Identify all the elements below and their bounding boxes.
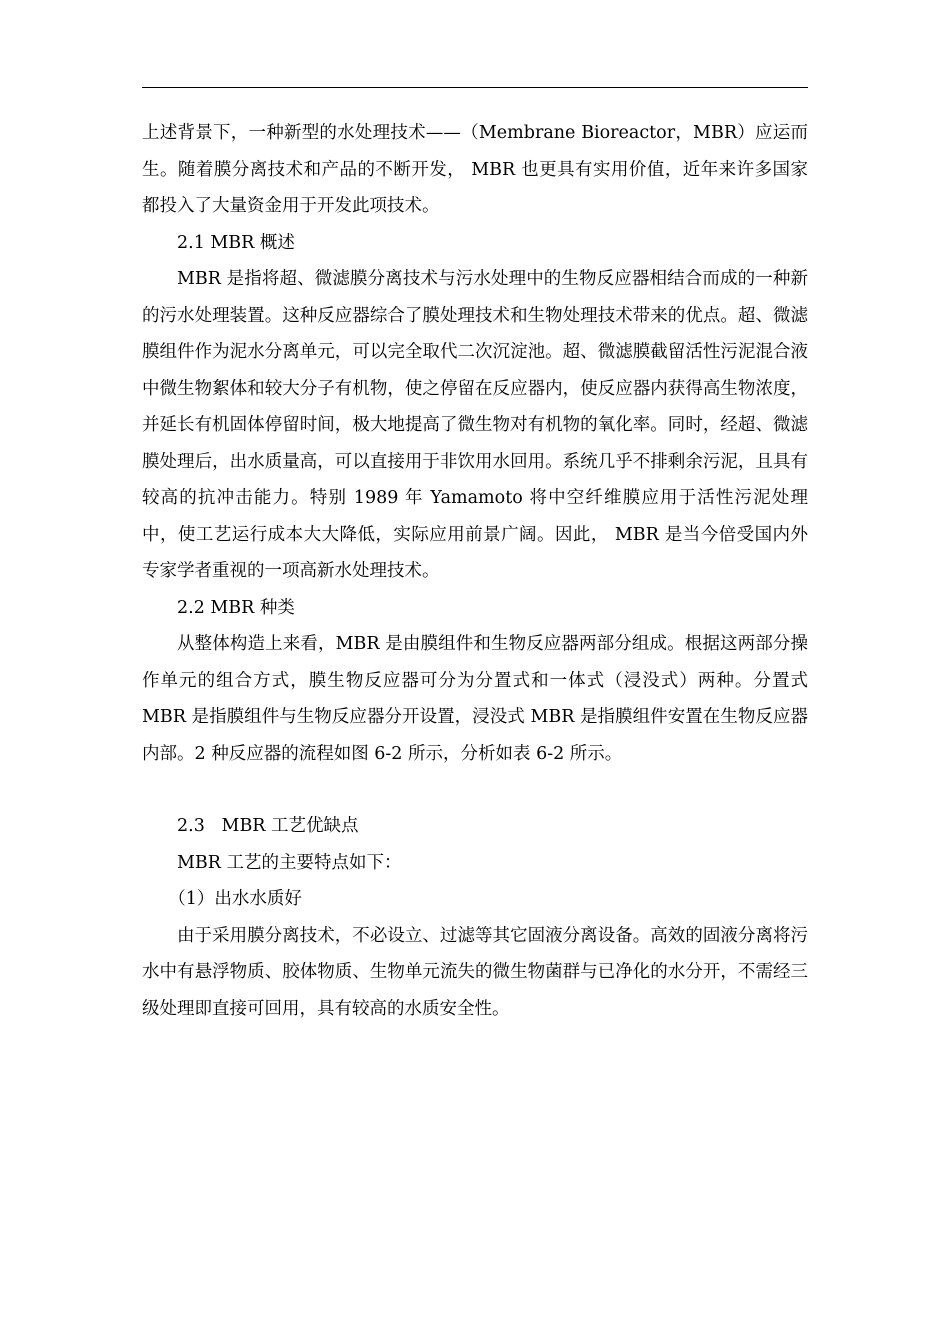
header-rule [142, 87, 808, 88]
features-intro: MBR 工艺的主要特点如下： [177, 852, 402, 873]
section-2-2-heading: 2.2 MBR 种类 [177, 597, 295, 618]
blank-line [142, 772, 808, 808]
section-2-2-paragraph: 从整体构造上来看，MBR 是由膜组件和生物反应器两部分组成。根据这两部分操作单元的组合方式，膜生物反应器可分为分置式和一体式（浸没式）两种。分置式 MBR 是指膜组件与生物反应器分开设置，浸没式 MBR 是指膜组件安置在生物反应器内部。2 种反应器的流程如图 6-2 所示，分析如表 6-2 所示。 [142, 634, 808, 764]
section-2-1-heading: 2.1 MBR 概述 [177, 232, 295, 253]
document-body [142, 115, 808, 1027]
section-2-1-paragraph: MBR 是指将超、微滤膜分离技术与污水处理中的生物反应器相结合而成的一种新的污水处理装置。这种反应器综合了膜处理技术和生物处理技术带来的优点。超、微滤膜组件作为泥水分离单元，可以完全取代二次沉淀池。超、微滤膜截留活性污泥混合液中微生物絮体和较大分子有机物，使之停留在反应器内，使反应器内获得高生物浓度，并延长有机固体停留时间，极大地提高了微生物对有机物的氧化率。同时，经超、微滤膜处理后，出水质量高，可以直接用于非饮用水回用。系统几乎不排剩余污泥，且具有较高的抗冲击能力。特别 1989 年 Yamamoto 将中空纤维膜应用于活性污泥处理中，使工艺运行成本大大降低，实际应用前景广阔。因此， MBR 是当今倍受国内外专家学者重视的一项高新水处理技术。 [142, 269, 808, 581]
feature-1-paragraph: 由于采用膜分离技术，不必设立、过滤等其它固液分离设备。高效的固液分离将污水中有悬浮物质、胶体物质、生物单元流失的微生物菌群与已净化的水分开，不需经三级处理即直接可回用，具有较高的水质安全性。 [142, 925, 808, 1019]
feature-1-heading: （1）出水水质好 [168, 889, 302, 909]
intro-paragraph: 上述背景下，一种新型的水处理技术——（Membrane Bioreactor，MBR）应运而生。随着膜分离技术和产品的不断开发， MBR 也更具有实用价值，近年来许多国家都投入了大量资金用于开发此项技术。 [142, 123, 808, 216]
section-2-3-heading: 2.3 MBR 工艺优缺点 [177, 816, 359, 836]
